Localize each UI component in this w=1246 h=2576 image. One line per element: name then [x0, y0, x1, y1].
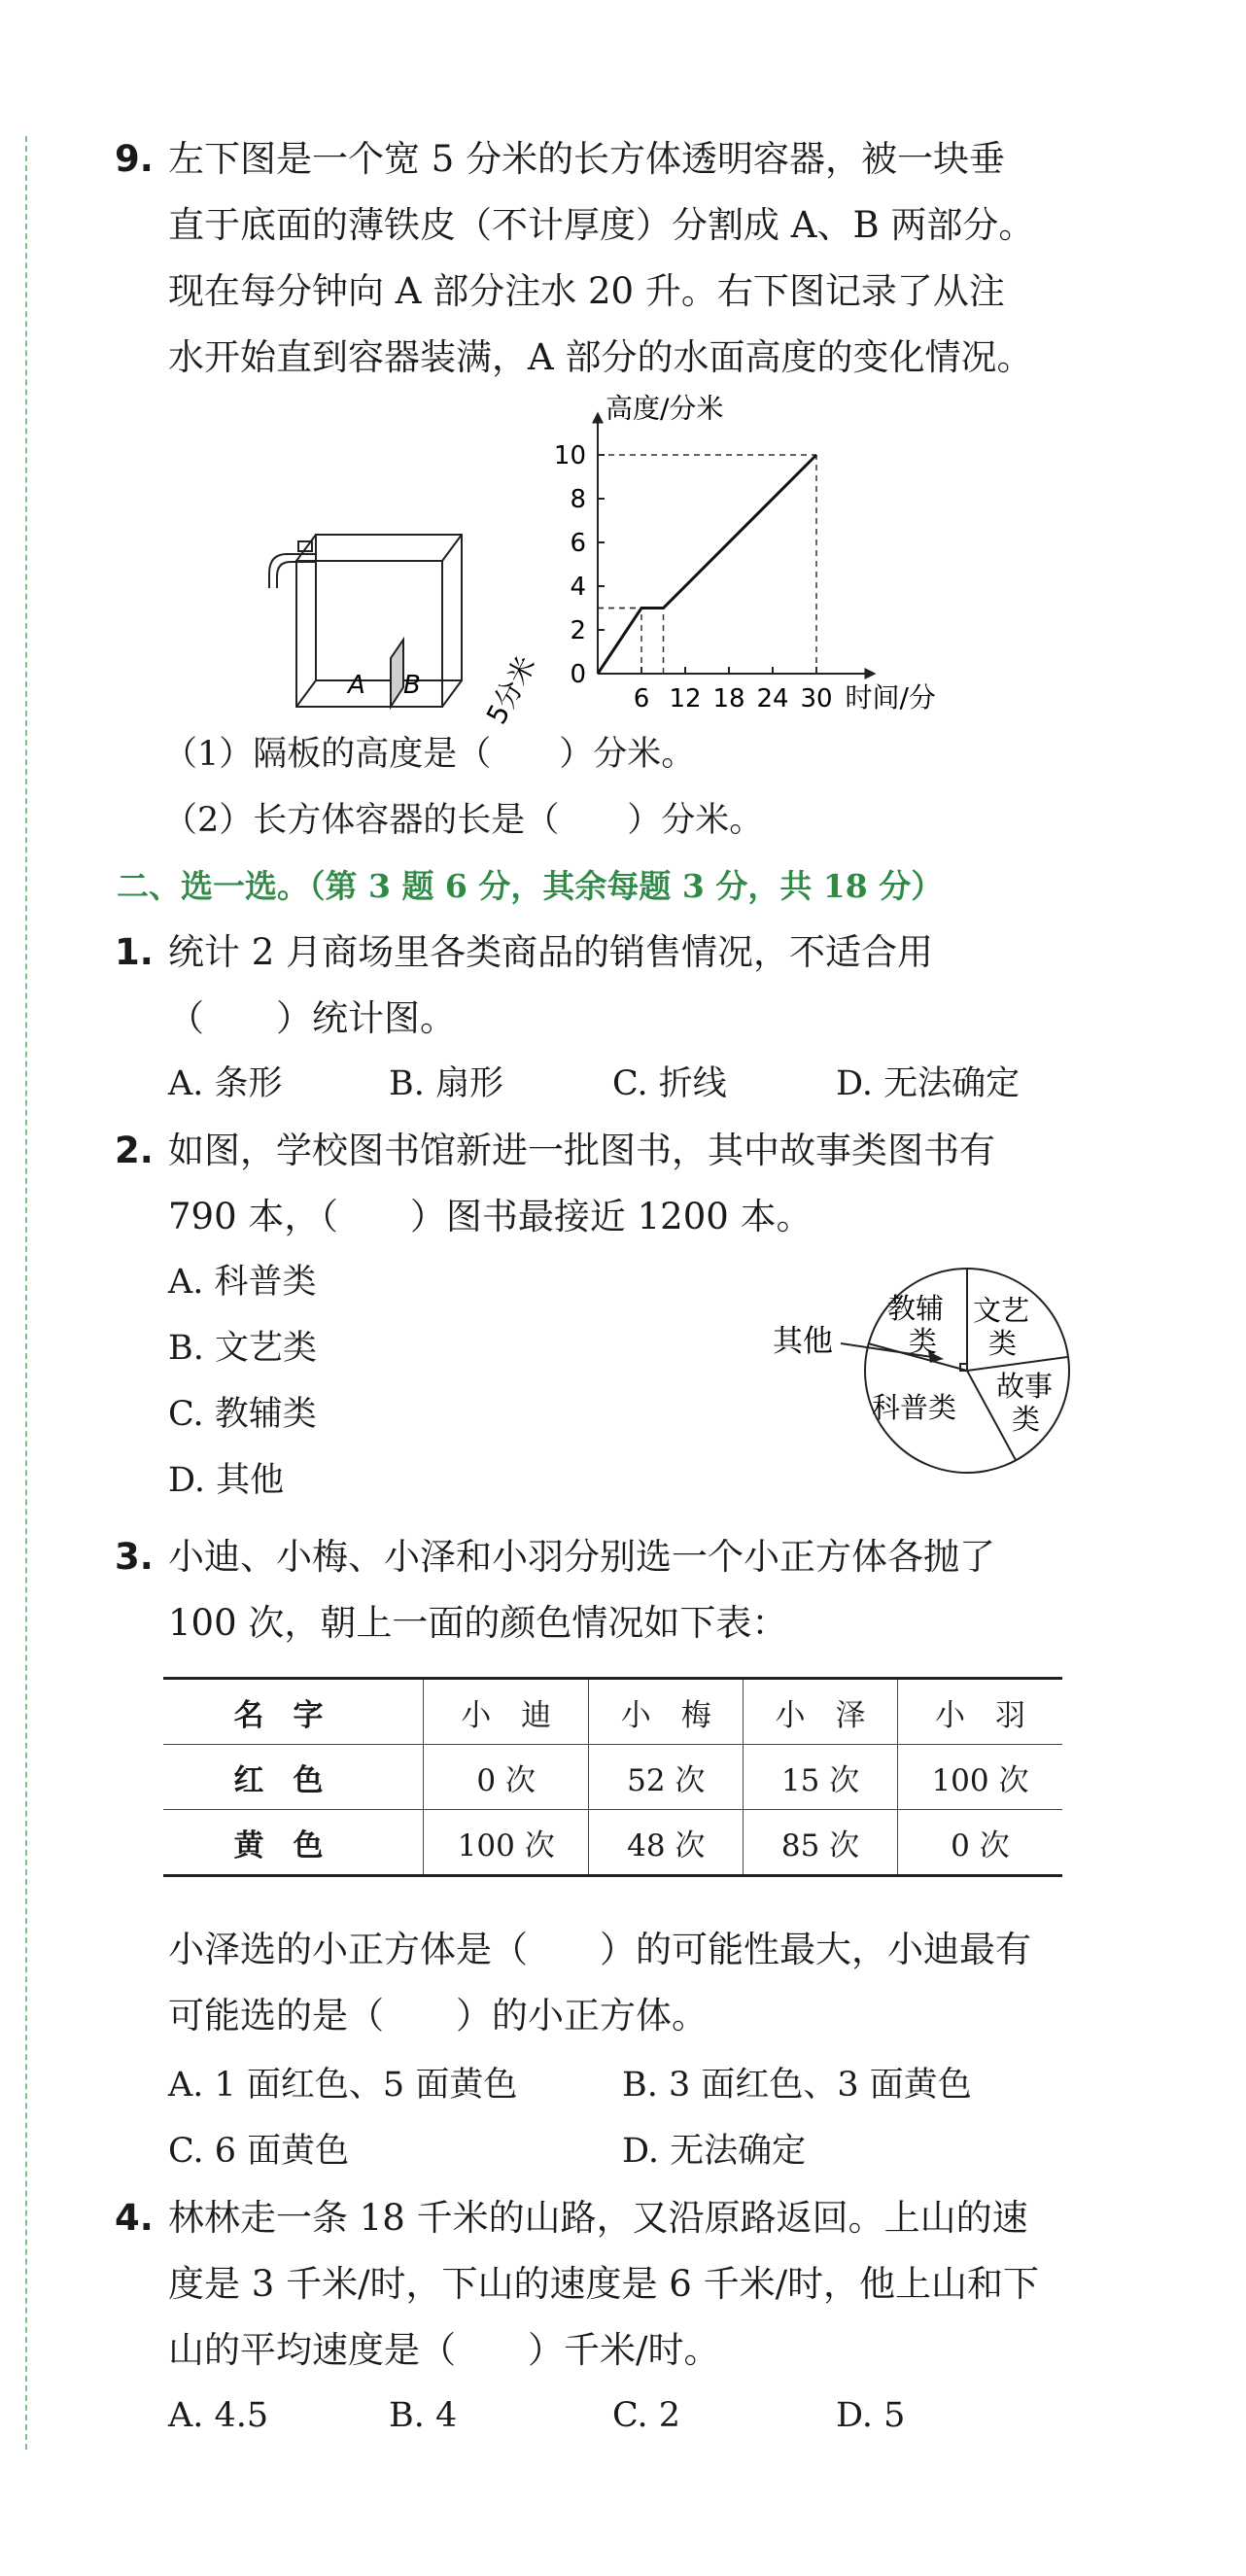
q9-line-4: 水开始直到容器装满，A 部分的水面高度的变化情况。 — [168, 336, 1033, 378]
s4-option-d: D. 5 — [836, 2396, 906, 2435]
table-cell: 黄色 — [233, 1828, 353, 1863]
s3-number: 3. — [115, 1536, 154, 1578]
s4-line-3: 山的平均速度是（ ）千米/时。 — [168, 2329, 720, 2371]
s3-option-b: B. 3 面红色、3 面黄色 — [622, 2066, 972, 2105]
s1-line-1: 统计 2 月商场里各类商品的销售情况，不适合用 — [168, 931, 934, 973]
pie-label-jiaofu-1: 教辅 — [887, 1292, 945, 1325]
table-cell: 48 次 — [589, 1810, 744, 1876]
y-tick-label: 8 — [570, 485, 586, 514]
y-tick-label: 4 — [570, 573, 586, 602]
y-tick-label: 2 — [570, 616, 586, 645]
table-row — [163, 1745, 1062, 1810]
x-tick-label: 24 — [756, 684, 789, 714]
table-header-cell: 小 泽 — [744, 1679, 898, 1745]
q9-sub1: （1）隔板的高度是（ ）分米。 — [163, 735, 696, 774]
x-tick-label: 30 — [800, 684, 833, 714]
s4-option-b: B. 4 — [389, 2396, 458, 2435]
s1-option-d: D. 无法确定 — [836, 1064, 1021, 1103]
table-cell: 红色 — [163, 1745, 424, 1810]
s1-number: 1. — [115, 931, 154, 973]
pie-label-gushi-1: 故事 — [996, 1370, 1054, 1403]
s2-option-c: C. 教辅类 — [168, 1395, 317, 1434]
pie-label-gushi-2: 类 — [1012, 1403, 1041, 1436]
s2-option-a: A. 科普类 — [168, 1263, 317, 1302]
table-header-cell: 小 羽 — [897, 1679, 1062, 1745]
q9-line-1: 左下图是一个宽 5 分米的长方体透明容器，被一块垂 — [168, 138, 1006, 180]
pie-label-qita: 其他 — [773, 1324, 833, 1359]
color-results-table — [163, 1677, 1062, 1877]
x-axis-arrow — [865, 668, 877, 679]
x-axis-label: 时间/分 — [845, 681, 936, 714]
table-header-cell: 小 迪 — [424, 1679, 589, 1745]
s3-line-2: 100 次，朝上一面的颜色情况如下表： — [168, 1602, 788, 1644]
table-cell: 85 次 — [744, 1810, 898, 1876]
container-width-label: 5分米 — [480, 650, 542, 730]
table-row — [163, 1810, 1062, 1876]
s2-option-d: D. 其他 — [168, 1461, 285, 1500]
s4-number: 4. — [115, 2197, 154, 2239]
table-header-cell: 名字 — [163, 1679, 424, 1745]
table-cell: 0 次 — [424, 1745, 589, 1810]
table-cell: 100 次 — [424, 1810, 589, 1876]
container-figure — [248, 520, 542, 730]
s1-line-2: （ ）统计图。 — [168, 997, 456, 1039]
series-line — [598, 455, 816, 674]
y-axis-label: 高度/分米 — [606, 392, 724, 425]
x-tick-label: 18 — [712, 684, 745, 714]
s3-option-d: D. 无法确定 — [622, 2132, 807, 2171]
s4-option-c: C. 2 — [612, 2396, 681, 2435]
x-tick-label: 6 — [633, 684, 650, 714]
table-cell: 52 次 — [589, 1745, 744, 1810]
y-tick-label: 0 — [570, 660, 586, 689]
container-label-a: A — [348, 671, 365, 700]
table-cell: 100 次 — [897, 1745, 1062, 1810]
q9-sub2: （2）长方体容器的长是（ ）分米。 — [163, 801, 764, 840]
s4-line-2: 度是 3 千米/时，下山的速度是 6 千米/时，他上山和下 — [168, 2263, 1040, 2305]
s2-number: 2. — [115, 1130, 154, 1171]
y-tick-label: 6 — [570, 529, 586, 558]
pie-label-kepu: 科普类 — [872, 1391, 957, 1424]
s2-line-2: 790 本，（ ）图书最接近 1200 本。 — [168, 1196, 813, 1237]
s3-option-a: A. 1 面红色、5 面黄色 — [168, 2066, 518, 2105]
height-time-chart — [544, 392, 991, 717]
table-header-cell: 小 梅 — [589, 1679, 744, 1745]
table-cell: 15 次 — [744, 1745, 898, 1810]
margin-dashed-line — [25, 136, 27, 2450]
y-tick-label: 10 — [553, 441, 586, 470]
s3-after-1: 小泽选的小正方体是（ ）的可能性最大，小迪最有 — [168, 1929, 1031, 1970]
s2-option-b: B. 文艺类 — [168, 1329, 317, 1368]
table-header-row — [163, 1679, 1062, 1745]
s3-after-2: 可能选的是（ ）的小正方体。 — [168, 1995, 708, 2036]
book-pie-chart — [773, 1262, 1074, 1480]
q9-line-3: 现在每分钟向 A 部分注水 20 升。右下图记录了从注 — [168, 270, 1005, 312]
q9-line-2: 直于底面的薄铁皮（不计厚度）分割成 A、B 两部分。 — [168, 204, 1035, 246]
s2-line-1: 如图，学校图书馆新进一批图书，其中故事类图书有 — [168, 1130, 995, 1171]
pie-label-jiaofu-2: 类 — [909, 1325, 938, 1358]
pie-label-wenyi-2: 类 — [988, 1327, 1018, 1360]
s1-option-a: A. 条形 — [168, 1064, 283, 1103]
s1-option-b: B. 扇形 — [389, 1064, 503, 1103]
s3-option-c: C. 6 面黄色 — [168, 2132, 350, 2171]
y-axis-arrow — [592, 412, 604, 424]
section2-title: 二、选一选。（第 3 题 6 分，其余每题 3 分，共 18 分） — [117, 867, 944, 905]
container-label-b: B — [403, 671, 421, 700]
s1-option-c: C. 折线 — [612, 1064, 727, 1103]
s4-option-a: A. 4.5 — [168, 2396, 269, 2435]
s3-line-1: 小迪、小梅、小泽和小羽分别选一个小正方体各抛了 — [168, 1536, 995, 1578]
q9-number: 9. — [115, 138, 154, 180]
table-cell: 0 次 — [897, 1810, 1062, 1876]
s4-line-1: 林林走一条 18 千米的山路，又沿原路返回。上山的速 — [168, 2197, 1028, 2239]
x-tick-label: 12 — [669, 684, 702, 714]
pie-label-wenyi-1: 文艺 — [973, 1294, 1030, 1327]
